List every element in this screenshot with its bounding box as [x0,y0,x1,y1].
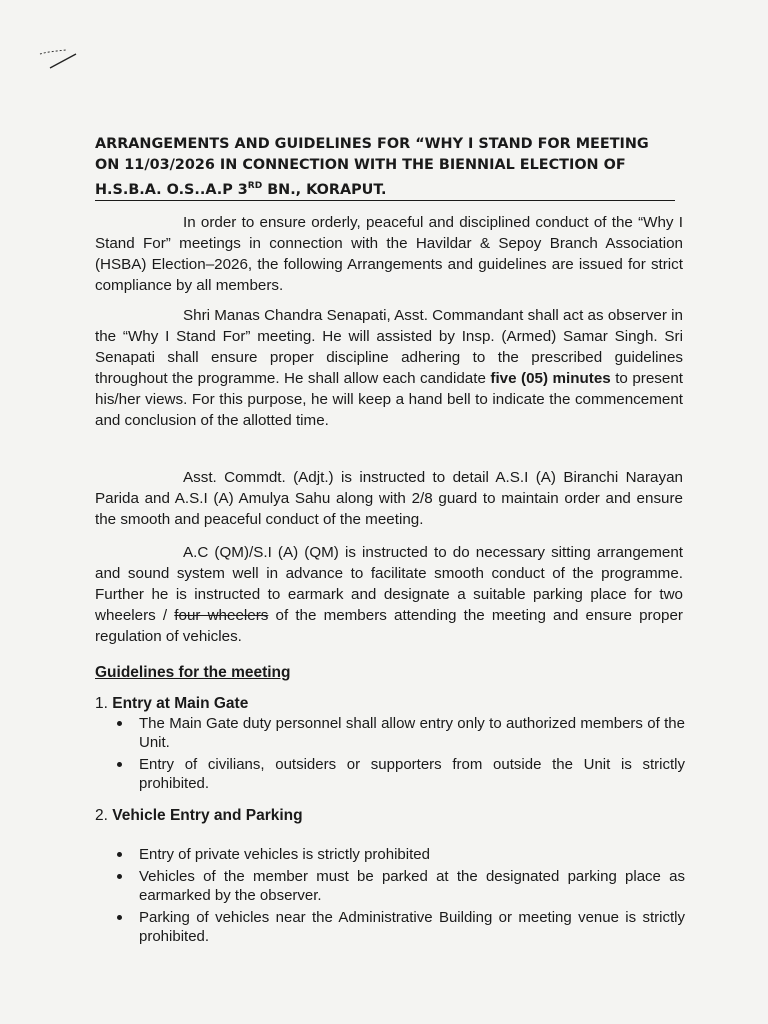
list-item-text: Entry of civilians, outsiders or supporters from outside the Unit is strictly prohibited. [139,756,685,792]
list-item [115,714,685,752]
list-item [115,867,685,905]
bullet-icon [117,762,122,767]
list-item [115,845,685,864]
section-2-title [95,807,303,825]
list-item-text: Parking of vehicles near the Administrative Building or meeting venue is strictly prohibited. [139,909,685,945]
section-1-list [115,714,685,796]
paragraph-1-text: In order to ensure orderly, peaceful and disciplined conduct of the “Why I Stand For” meetings in connection with the Havildar & Sepoy Branch Association (HSBA) Election–2026, the following Arrangements and guidelines are issued for strict compliance by all members. [95,214,683,294]
list-item [115,755,685,793]
list-item-text: Vehicles of the member must be parked at the designated parking place as earmarked by the observer. [139,868,685,904]
paragraph-2 [95,305,683,431]
title-line-3 [95,176,675,201]
list-item [115,908,685,946]
paragraph-4 [95,542,683,647]
paragraph-1 [95,212,683,296]
title-line-2: ON 11/03/2026 IN CONNECTION WITH THE BIENNIAL ELECTION OF [95,157,626,173]
paragraph-2-text: Shri Manas Chandra Senapati, Asst. Commandant shall act as observer in the “Why I Stand For” meeting. He will assisted by Insp. (Armed) Samar Singh. Sri Senapati shall ensure proper discipline adhering to the prescribed guidelines throughout the programme. He shall allow each candidate [95,307,683,387]
paragraph-3 [95,467,683,530]
bullet-icon [117,721,122,726]
title-line-3-tail: BN., KORAPUT. [262,181,387,198]
title-superscript: RD [247,181,263,191]
paragraph-2-emphasis: five (05) minutes [490,370,611,387]
section-1-title [95,695,248,713]
title-line-3-text: H.S.B.A. O.S..A.P 3 [95,181,248,198]
document-title [95,134,685,201]
bullet-icon [117,852,122,857]
list-item-text: Entry of private vehicles is strictly prohibited [139,846,430,863]
paragraph-3-text: Asst. Commdt. (Adjt.) is instructed to detail A.S.I (A) Biranchi Narayan Parida and A.S.I (A) Amulya Sahu along with 2/8 guard to maintain order and ensure the smooth and peaceful conduct of the meeting. [95,469,683,528]
pen-mark-icon [36,44,86,72]
bullet-icon [117,874,122,879]
paragraph-2-tail: to present his/her views. For this purpose, he will keep a hand bell to indicate the commencement and conclusion of the allotted time. [95,370,683,429]
title-line-1: ARRANGEMENTS AND GUIDELINES FOR “WHY I STAND FOR MEETING [95,136,649,152]
section-1-number: 1. [95,695,113,712]
paragraph-4-text: A.C (QM)/S.I (A) (QM) is instructed to do necessary sitting arrangement and sound system well in advance to facilitate smooth conduct of the programme. Further he is instructed to earmark and designate a suitable parking place for two wheelers / [95,544,683,624]
section-2-list [115,845,685,949]
list-item-text: The Main Gate duty personnel shall allow entry only to authorized members of the Unit. [139,715,685,751]
guidelines-heading: Guidelines for the meeting [95,664,291,681]
struck-text: four wheelers [174,607,269,624]
section-2-title-text: Vehicle Entry and Parking [112,807,303,824]
paragraph-4-tail: of the members attending the meeting and ensure proper regulation of vehicles. [95,607,683,645]
bullet-icon [117,915,122,920]
section-1-title-text: Entry at Main Gate [112,695,249,712]
section-2-number: 2. [95,807,113,824]
